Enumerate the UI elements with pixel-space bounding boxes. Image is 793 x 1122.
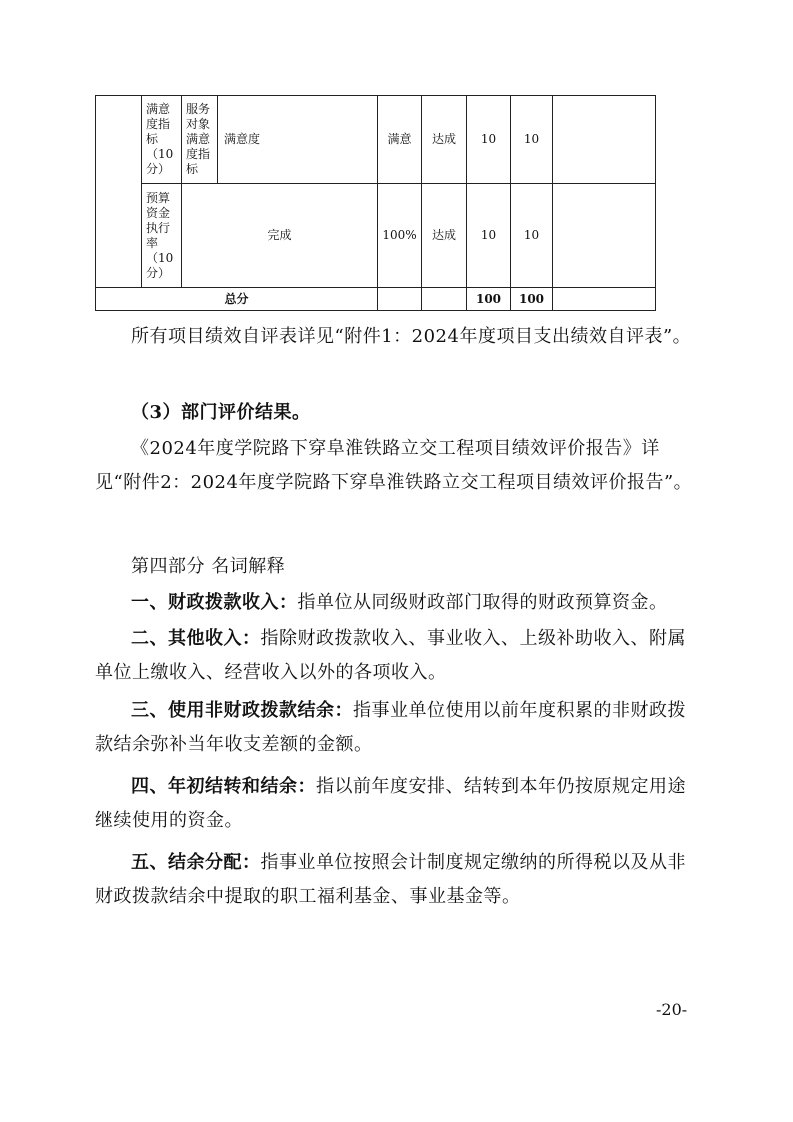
term-definition: 指事业单位按照会计制度规定缴纳的所得税以及从非财政拨款结余中提取的职工福利基金、事业基金等。: [95, 852, 686, 907]
result-cell: 达成: [422, 96, 467, 184]
term-title: 二、其他收入：: [131, 628, 261, 649]
total-score-cell: 100: [511, 288, 553, 311]
total-row: [96, 288, 656, 311]
weight-cell: 10: [467, 96, 511, 184]
term-definition: 指单位从同级财政部门取得的财政预算资金。: [297, 592, 668, 613]
term-paragraph: [95, 694, 695, 762]
category-cell: 满意度指标（10分）: [142, 96, 182, 184]
term-paragraph: [95, 622, 695, 690]
category-cell: 预算资金执行率（10分）: [142, 184, 182, 288]
attachment-1-paragraph: 所有项目绩效自评表详见“附件1：2024年度项目支出绩效自评表”。: [131, 326, 692, 347]
subsection-heading: （3）部门评价结果。: [131, 402, 311, 423]
term-definition: 指除财政拨款收入、事业收入、上级补助收入、附属单位上缴收入、经营收入以外的各项收入。: [95, 628, 686, 683]
total-label: 总分: [96, 288, 378, 311]
page-number: -20-: [656, 1000, 688, 1019]
result-cell: 达成: [422, 184, 467, 288]
term-title: 三、使用非财政拨款结余：: [131, 700, 353, 721]
indicator-name-cell: 完成: [182, 184, 378, 288]
total-target-cell: [378, 288, 422, 311]
table-row: [96, 96, 656, 184]
blank-cell: [96, 96, 142, 288]
term-definition: 指以前年度安排、结转到本年仍按原规定用途继续使用的资金。: [95, 776, 686, 831]
total-weight-cell: 100: [467, 288, 511, 311]
target-cell: 满意: [378, 96, 422, 184]
note-cell: [553, 96, 656, 184]
term-paragraph: [95, 770, 695, 838]
score-cell: 10: [511, 184, 553, 288]
score-cell: 10: [511, 96, 553, 184]
note-cell: [553, 184, 656, 288]
term-paragraph: [95, 846, 695, 914]
attachment-2-paragraph: 《2024年度学院路下穿阜淮铁路立交工程项目绩效评价报告》详见“附件2：2024年度学院路下穿阜淮铁路立交工程项目绩效评价报告”。: [95, 438, 693, 493]
term-paragraph: [95, 586, 695, 620]
table-row: [96, 184, 656, 288]
weight-cell: 10: [467, 184, 511, 288]
term-definition: 指事业单位使用以前年度积累的非财政拨款结余弥补当年收支差额的金额。: [95, 700, 686, 755]
total-result-cell: [422, 288, 467, 311]
term-title: 一、财政拨款收入：: [131, 592, 298, 613]
total-note-cell: [553, 288, 656, 311]
term-title: 四、年初结转和结余：: [131, 776, 316, 797]
performance-table: [95, 95, 656, 311]
indicator-cell: 服务对象满意度指标: [182, 96, 218, 184]
indicator-name-cell: 满意度: [218, 96, 378, 184]
term-title: 五、结余分配：: [131, 852, 261, 873]
section-heading: 第四部分 名词解释: [131, 556, 286, 577]
target-cell: 100%: [378, 184, 422, 288]
